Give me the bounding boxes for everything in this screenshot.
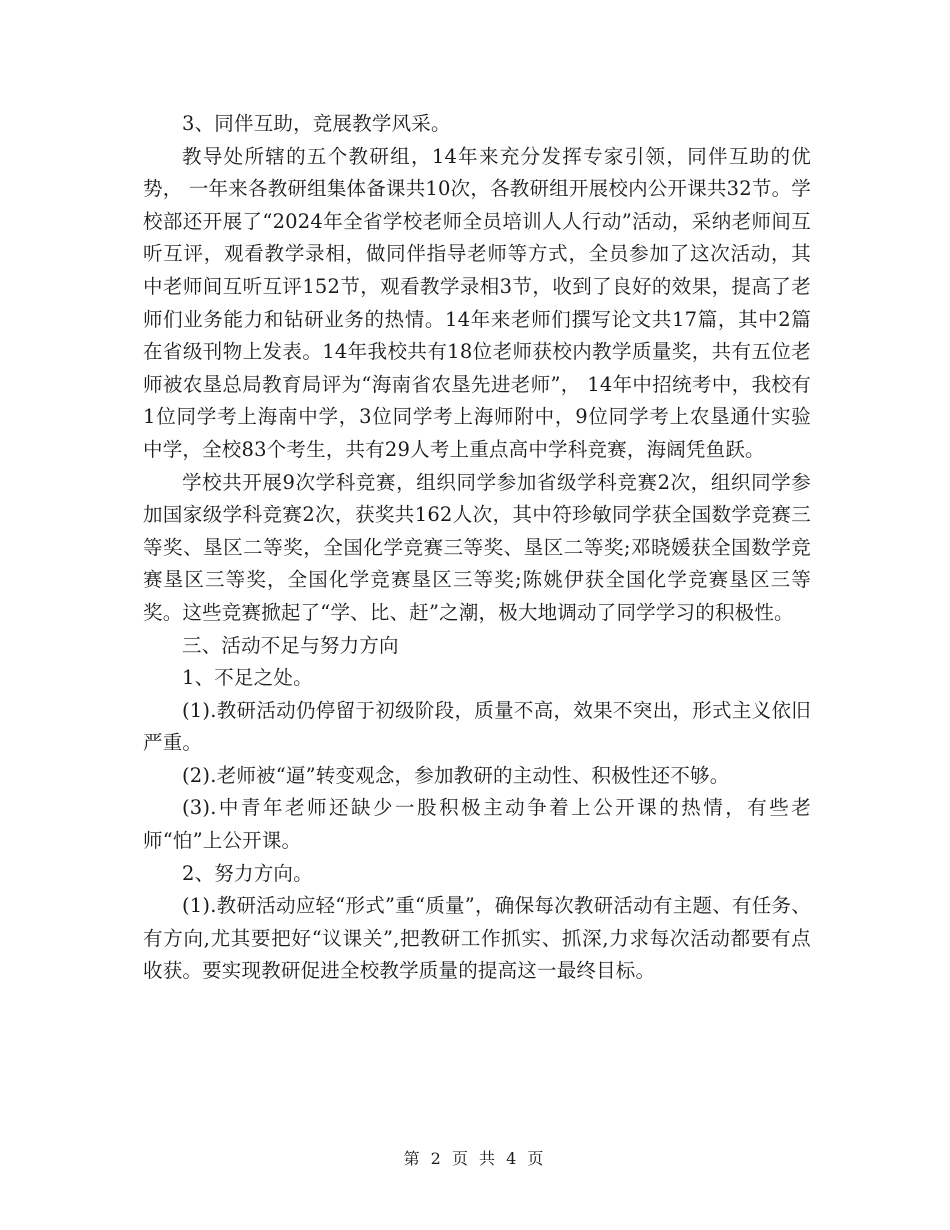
subheading-directions: 2、努力方向。 xyxy=(182,861,313,885)
list-item-direction-1: (1).教研活动应轻“形式”重“质量”，确保每次教研活动有主题、有任务、有方向,尤其要把好“议课关”,把教研工作抓实、抓深,力求每次活动都要有点收获。要实现教研促进全校教学质量的提高这一最终目标。 xyxy=(143,894,811,983)
list-item-shortcoming-1: (1).教研活动仍停留于初级阶段，质量不高，效果不突出，形式主义依旧严重。 xyxy=(143,698,811,755)
document-body xyxy=(143,108,811,988)
paragraph-teaching-research: 教导处所辖的五个教研组，14年来充分发挥专家引领，同伴互助的优势， 一年来各教研组集体备课共10次，各教研组开展校内公开课共32节。学校部还开展了“2024年全省学校老师全员培训人人行动”活动，采纳老师间互听互评，观看教学录相，做同伴指导老师等方式，全员参加了这次活动，其中老师间互听互评152节，观看教学录相3节，收到了良好的效果，提高了老师们业务能力和钻研业务的热情。14年来老师们撰写论文共17篇，其中2篇在省级刊物上发表。14年我校共有18位老师获校内教学质量奖，共有五位老师被农垦总局教育局评为“海南省农垦先进老师”， 14年中招统考中，我校有1位同学考上海南中学，3位同学考上海师附中，9位同学考上农垦通什实验中学，全校83个考生，共有29人考上重点高中学科竞赛，海阔凭鱼跃。 xyxy=(143,144,811,461)
paragraph-heading-peer-support: 3、同伴互助，竞展教学风采。 xyxy=(182,112,451,135)
subheading-shortcomings: 1、不足之处。 xyxy=(182,666,313,690)
section-heading-shortcomings: 三、活动不足与努力方向 xyxy=(182,633,399,657)
list-item-shortcoming-2: (2).老师被“逼”转变观念，参加教研的主动性、积极性还不够。 xyxy=(182,763,730,787)
paragraph-competitions: 学校共开展9次学科竞赛，组织同学参加省级学科竞赛2次，组织同学参加国家级学科竞赛2次，获奖共162人次，其中符珍敏同学获全国数学竞赛三等奖、垦区二等奖，全国化学竞赛三等奖、垦区二等奖;邓晓媛获全国数学竞赛垦区三等奖，全国化学竞赛垦区三等奖;陈姚伊获全国化学竞赛垦区三等奖。这些竞赛掀起了“学、比、赶”之潮，极大地调动了同学学习的积极性。 xyxy=(143,470,811,624)
page-number-footer: 第 2 页 共 4 页 xyxy=(403,1149,547,1168)
list-item-shortcoming-3: (3).中青年老师还缺少一股积极主动争着上公开课的热情，有些老师“怕”上公开课。 xyxy=(143,796,811,853)
